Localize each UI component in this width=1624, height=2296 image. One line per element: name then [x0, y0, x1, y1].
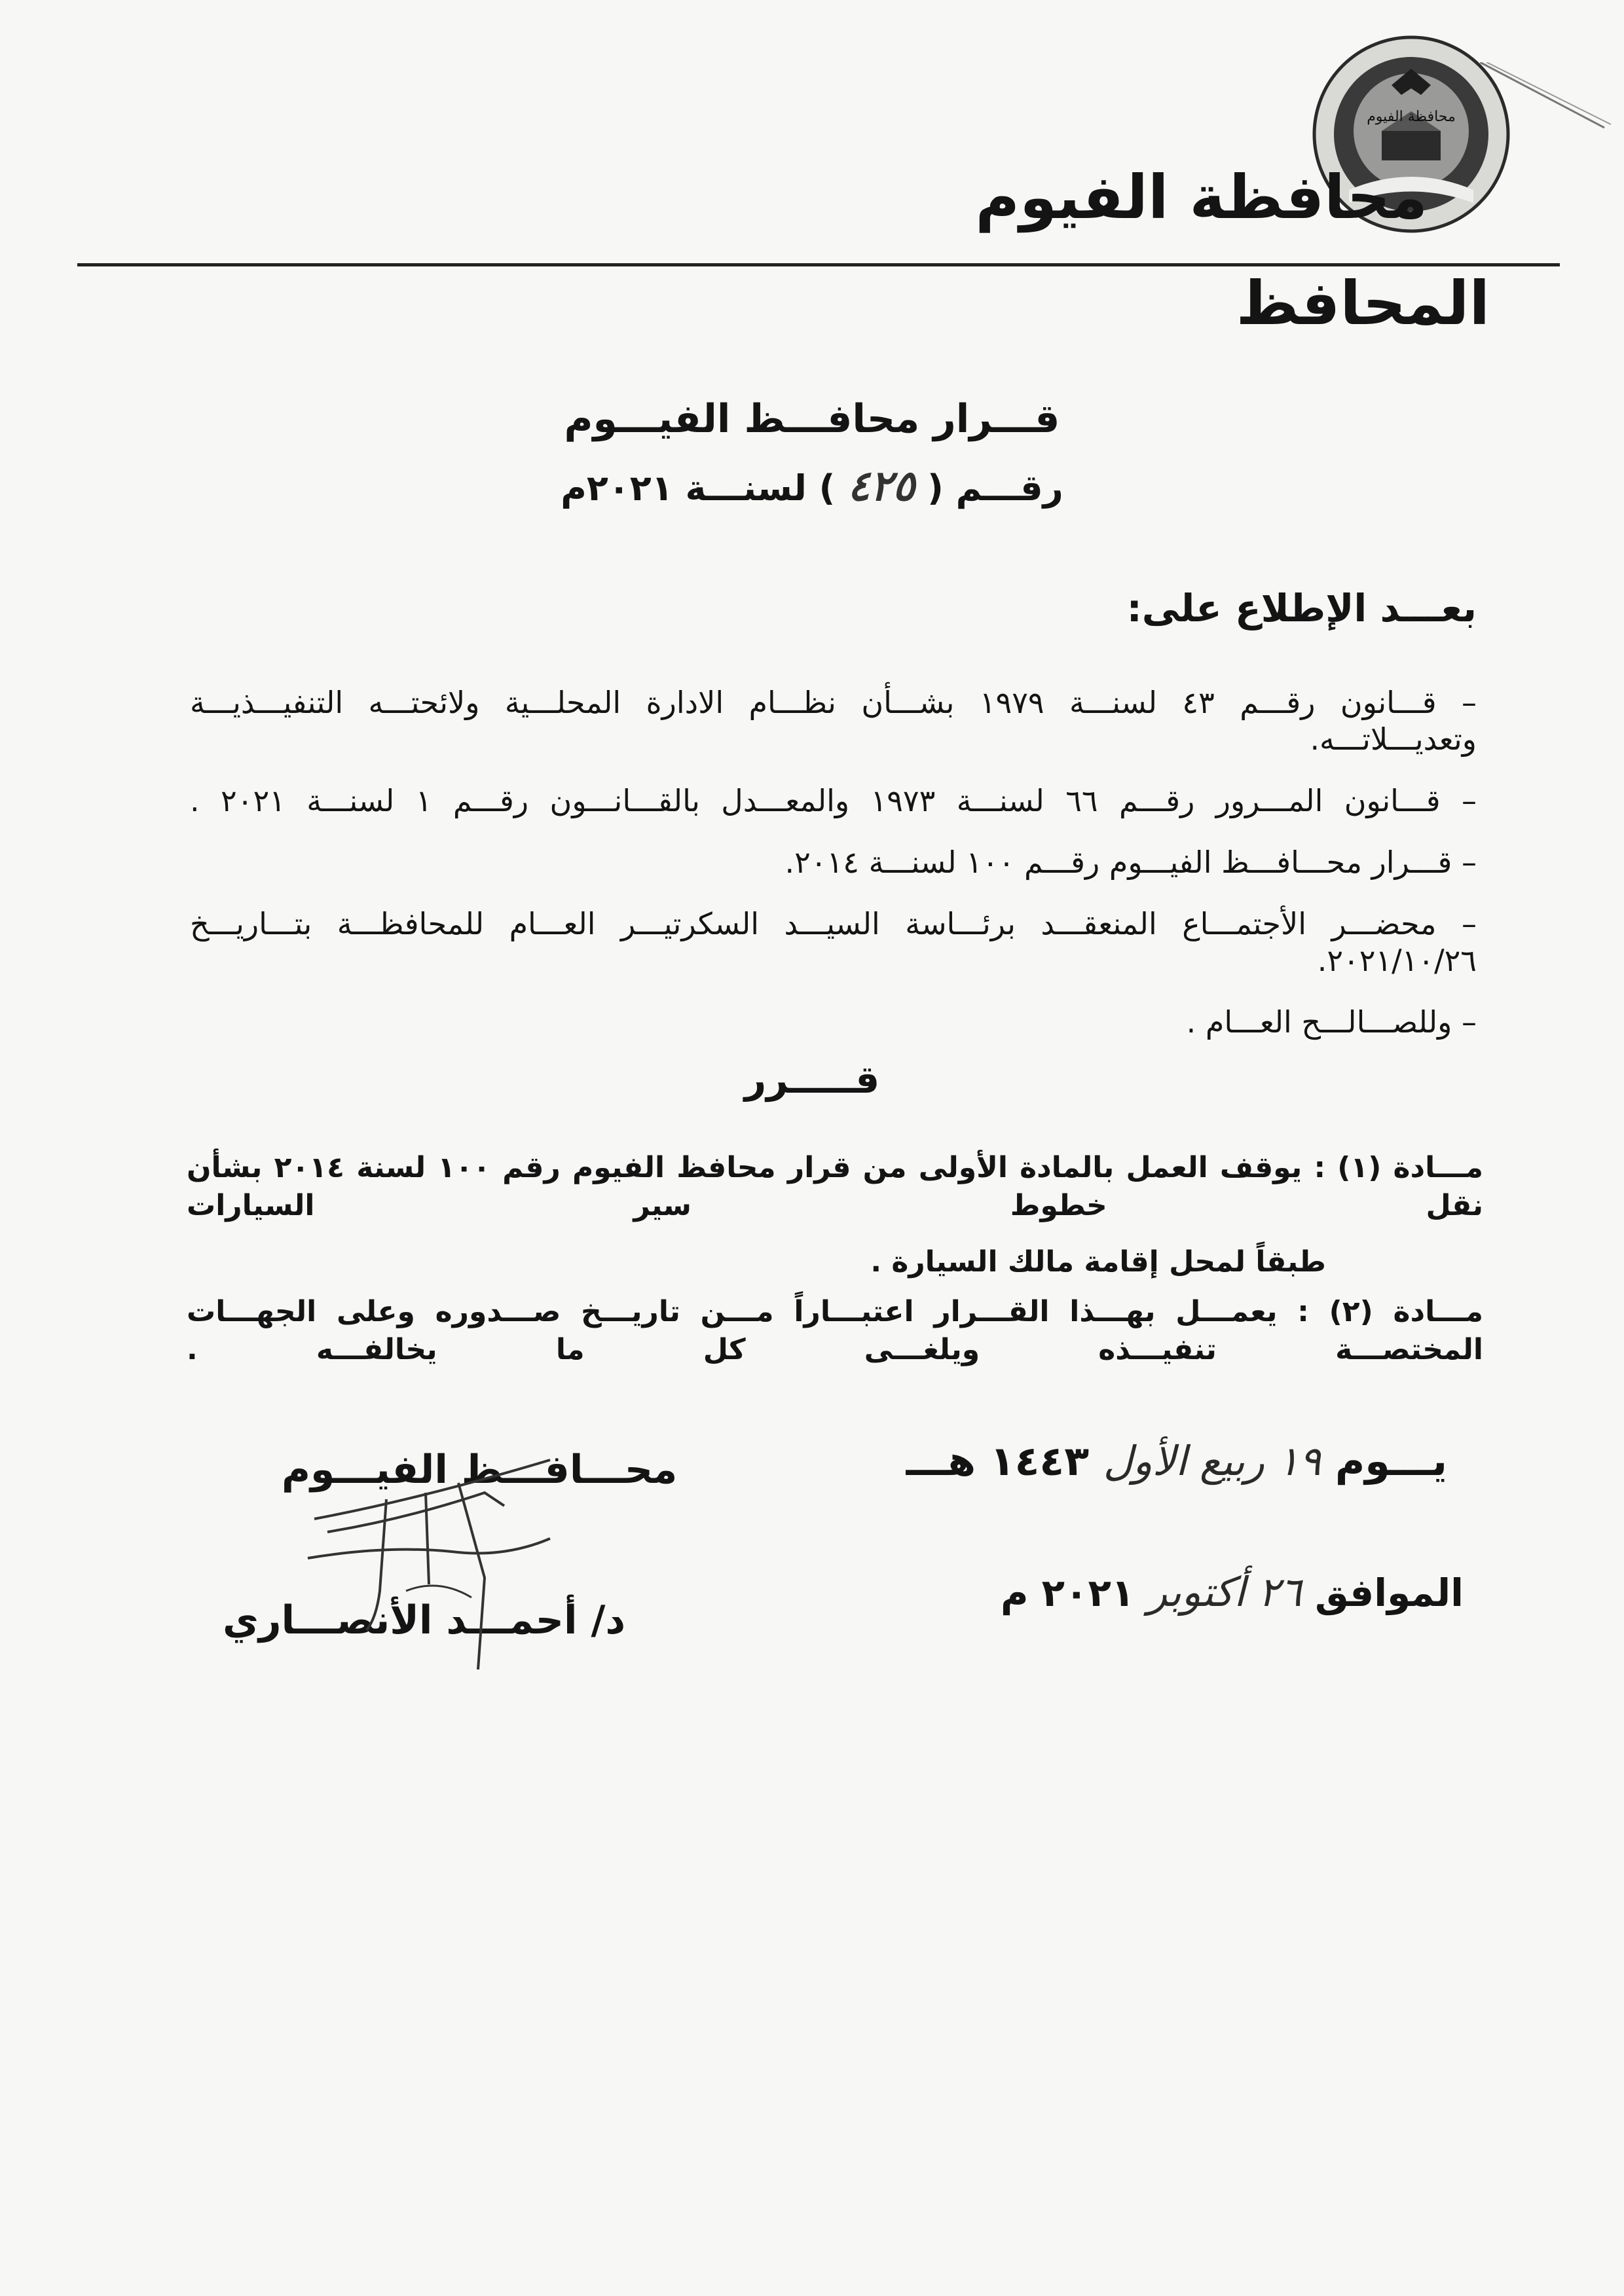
hijri-year: ١٤٤٣ هـــ: [906, 1437, 1090, 1485]
hijri-date: [906, 1437, 1447, 1485]
office-title: المحافظ: [1236, 268, 1490, 338]
decision-title: قـــرار محافـــظ الفيـــوم: [564, 396, 1060, 442]
signatory-name: د/ أحمـــد الأنصـــاري: [223, 1597, 626, 1643]
decision-number-suffix: ) لسنـــة ٢٠٢١م: [561, 467, 836, 509]
decision-number-prefix: رقـــم (: [927, 467, 1063, 509]
article-1: [187, 1149, 1483, 1281]
decision-number-handwritten: ٤٢٥: [847, 462, 915, 511]
governorate-title: محافظة الفيوم: [975, 162, 1428, 232]
hijri-day-handwritten: ١٩ ربيع الأول: [1103, 1437, 1321, 1485]
article-1-line-2: طبقاً لمحل إقامة مالك السيارة .: [870, 1245, 1326, 1279]
preamble-heading: بعـــد الإطلاع على:: [1126, 586, 1477, 630]
signatory-title: محـــافـــظ الفيـــوم: [282, 1447, 678, 1493]
gregorian-year: ٢٠٢١ م: [1000, 1571, 1135, 1615]
scan-mark-icon: [1480, 62, 1611, 134]
preamble-item: – قـــانون رقـــم ٤٣ لسنـــة ١٩٧٩ بشـــأن نظـــام الادارة المحلـــية ولائحتـــه التنفيـــذيـــة وتعديـــلاتـــه.: [190, 685, 1477, 757]
decided-heading: قـــــرر: [744, 1057, 880, 1102]
seal-text: محافظة الفيوم: [1367, 109, 1456, 125]
preamble-item: – محضـــر الأجتمـــاع المنعقـــد برئـــاسة السيـــد السكرتيـــر العـــام للمحافظـــة بتـــاريـــخ ٢٠٢١/١٠/٢٦.: [190, 906, 1477, 978]
preamble-item: – قـــانون المـــرور رقـــم ٦٦ لسنـــة ١٩٧٣ والمعـــدل بالقـــانـــون رقـــم ١ لسنـــة ٢٠٢١ .: [190, 783, 1477, 818]
preamble-list: [190, 684, 1477, 1065]
gregorian-date: [1001, 1568, 1464, 1616]
day-label: يـــوم: [1335, 1437, 1447, 1485]
signature-icon: [288, 1421, 563, 1683]
preamble-item: – وللصـــالـــح العـــام .: [1186, 1004, 1477, 1040]
equiv-label: الموافق: [1314, 1571, 1464, 1615]
gregorian-day-handwritten: ٢٦ أكتوبر: [1147, 1568, 1302, 1616]
header-divider: [77, 263, 1560, 266]
article-2: مـــادة (٢) : يعمـــل بهـــذا القـــرار اعتبـــاراً مـــن تاريـــخ صـــدوره وعلى الجهـــات المختصـــة تنفيـــذه ويلغـــى كل ما يخالفـــه .: [187, 1295, 1483, 1366]
preamble-item: – قـــرار محـــافـــظ الفيـــوم رقـــم ١٠٠ لسنـــة ٢٠١٤.: [784, 845, 1477, 880]
article-1-line-1: مـــادة (١) : يوقف العمل بالمادة الأولى من قرار محافظ الفيوم رقم ١٠٠ لسنة ٢٠١٤ بشأن نقل خطوط سير السيارات: [187, 1151, 1483, 1222]
decision-number: [0, 462, 1624, 511]
